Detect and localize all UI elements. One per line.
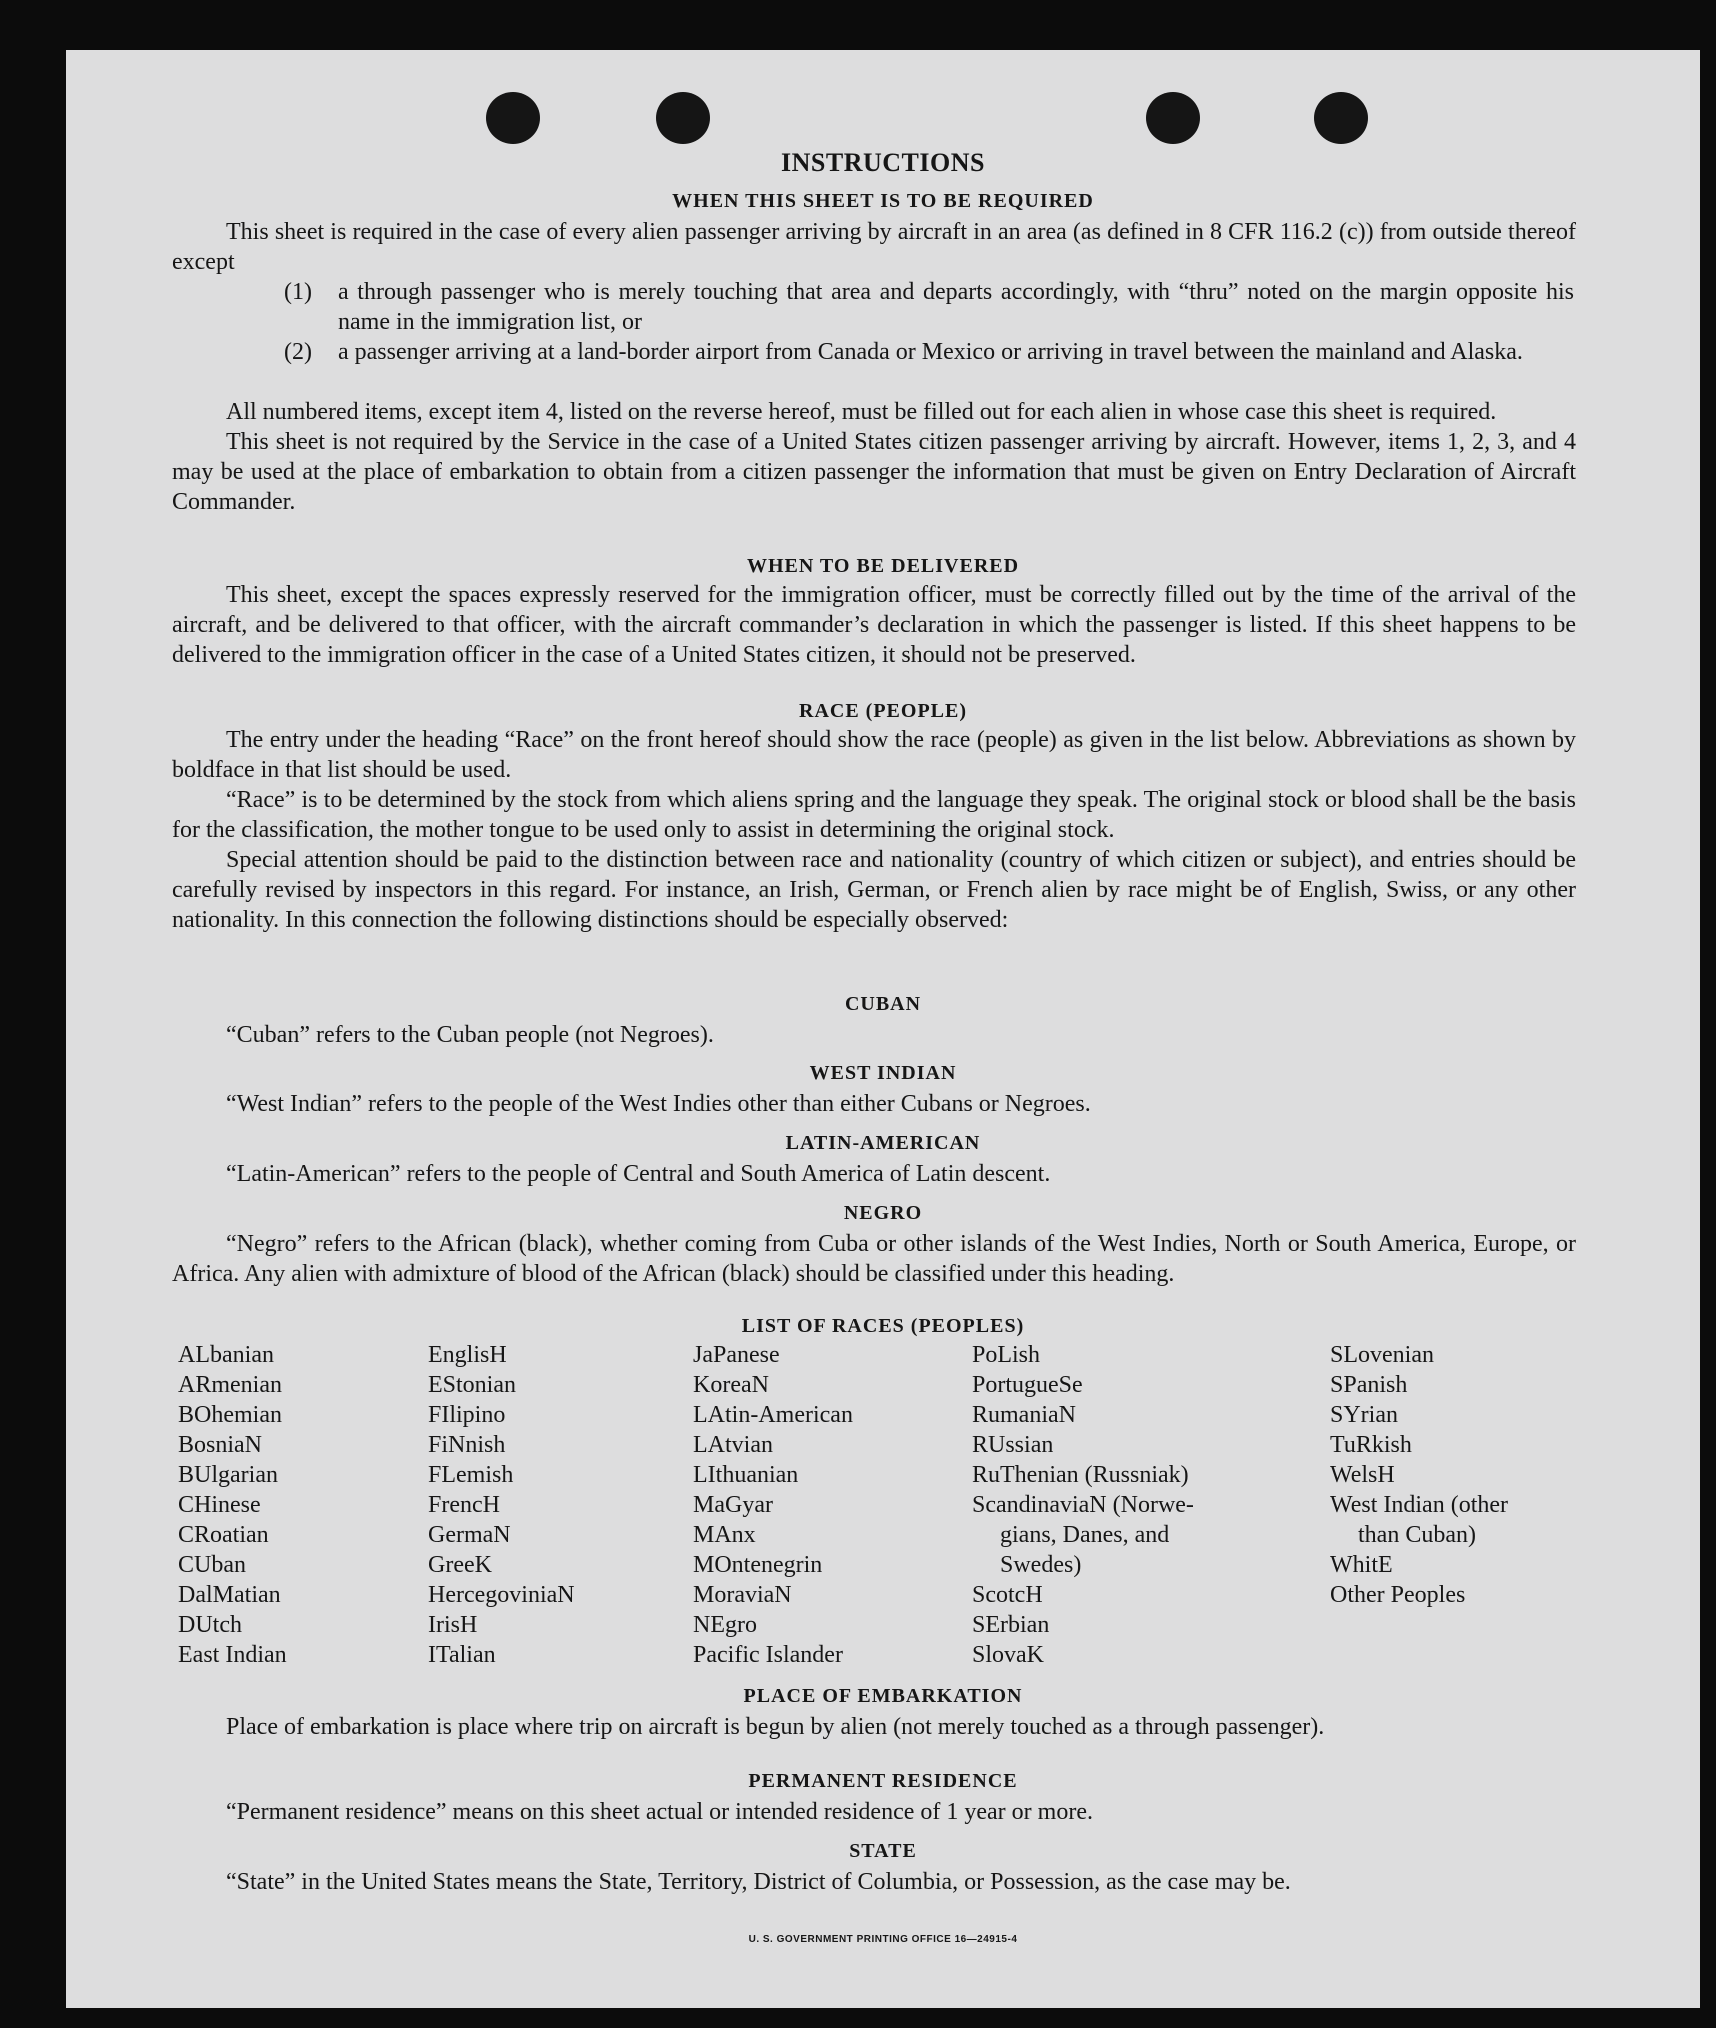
race-name: RumaniaN xyxy=(972,1402,1076,1428)
paragraph: “State” in the United States means the State, Territory, District of Columbia, or Possession, as the case may be. xyxy=(226,1869,1291,1895)
embarkation-text xyxy=(172,1712,1576,1742)
race-name: PortugueSe xyxy=(972,1372,1083,1398)
paragraph: “Negro” refers to the African (black), whether coming from Cuba or other islands of the West Indies, North or South America, Europe, or Africa. Any alien with admixture of blood of the African (black) should be classified under this heading. xyxy=(172,1231,1576,1287)
punch-hole xyxy=(486,92,540,144)
race-name: EnglisH xyxy=(428,1342,507,1368)
section-heading-latin-american: LATIN-AMERICAN xyxy=(785,1132,981,1154)
latin-american-text xyxy=(172,1159,1576,1189)
race-name: WhitE xyxy=(1330,1552,1393,1578)
race-name: SYrian xyxy=(1330,1402,1398,1428)
race-name: SlovaK xyxy=(972,1642,1044,1668)
section-heading-state: STATE xyxy=(849,1840,917,1862)
cuban-text xyxy=(172,1020,1576,1050)
race-name: MOntenegrin xyxy=(693,1552,823,1578)
race-name: BUlgarian xyxy=(178,1462,278,1488)
race-name: Other Peoples xyxy=(1330,1582,1466,1608)
punch-hole xyxy=(1146,92,1200,144)
race-name: MoraviaN xyxy=(693,1582,792,1608)
race-name: ScotcH xyxy=(972,1582,1043,1608)
race-name: CUban xyxy=(178,1552,246,1578)
paragraph: All numbered items, except item 4, listed on the reverse hereof, must be filled out for each alien in whose case this sheet is required. xyxy=(226,399,1497,425)
item-number: (2) xyxy=(284,339,312,365)
race-name: BOhemian xyxy=(178,1402,282,1428)
race-name: FIlipino xyxy=(428,1402,506,1428)
race-name: DalMatian xyxy=(178,1582,281,1608)
item-text: a passenger arriving at a land-border airport from Canada or Mexico or arriving in travel between the mainland and Alaska. xyxy=(338,339,1523,365)
section-heading-embarkation: PLACE OF EMBARKATION xyxy=(743,1685,1023,1707)
general-text-block xyxy=(172,397,1576,517)
race-name: ScandinaviaN (Norwe- xyxy=(972,1492,1194,1518)
races-column-1 xyxy=(178,1340,287,1670)
race-name: FLemish xyxy=(428,1462,514,1488)
race-name: PoLish xyxy=(972,1342,1041,1368)
delivered-text xyxy=(172,580,1576,670)
race-name: Swedes) xyxy=(1000,1552,1082,1578)
paragraph: “Cuban” refers to the Cuban people (not Negroes). xyxy=(226,1022,714,1048)
negro-text xyxy=(172,1229,1576,1289)
race-name: TuRkish xyxy=(1330,1432,1412,1458)
race-name: LIthuanian xyxy=(693,1462,799,1488)
race-name: ITalian xyxy=(428,1642,496,1668)
race-name: IrisH xyxy=(428,1612,478,1638)
races-column-4 xyxy=(972,1340,1194,1670)
section-heading-negro: NEGRO xyxy=(843,1202,923,1224)
race-name: HercegoviniaN xyxy=(428,1582,575,1608)
west-indian-text xyxy=(172,1089,1576,1119)
race-name: JaPanese xyxy=(693,1342,780,1368)
race-name: ALbanian xyxy=(178,1342,274,1368)
paragraph: The entry under the heading “Race” on the front hereof should show the race (people) as given in the list below. Abbreviations as shown by boldface in that list should be used. xyxy=(172,727,1576,783)
race-name: GreeK xyxy=(428,1552,492,1578)
section-heading-when-required: WHEN THIS SHEET IS TO BE REQUIRED xyxy=(672,190,1094,212)
race-name: Pacific Islander xyxy=(693,1642,843,1668)
race-name: FiNnish xyxy=(428,1432,506,1458)
race-name: FrencH xyxy=(428,1492,500,1518)
races-column-2 xyxy=(428,1340,575,1670)
paragraph: This sheet is not required by the Service in the case of a United States citizen passenger arriving by aircraft. However, items 1, 2, 3, and 4 may be used at the place of embarkation to obtain from a citizen passenger the information that must be given on Entry Declaration of Aircraft Commander. xyxy=(172,429,1576,515)
punch-hole xyxy=(1314,92,1368,144)
race-name: CHinese xyxy=(178,1492,261,1518)
race-name: MaGyar xyxy=(693,1492,773,1518)
paragraph: Special attention should be paid to the distinction between race and nationality (country of which citizen or subject), and entries should be carefully revised by inspectors in this regard. For instance, an Irish, German, or French alien by race might be of English, Swiss, or any other nationality. In this connection the following distinctions should be especially observed: xyxy=(172,847,1576,933)
race-name: than Cuban) xyxy=(1358,1522,1476,1548)
required-intro-text xyxy=(172,217,1576,277)
punch-hole xyxy=(656,92,710,144)
race-name: KoreaN xyxy=(693,1372,769,1398)
race-name: NEgro xyxy=(693,1612,757,1638)
race-name: SErbian xyxy=(972,1612,1050,1638)
race-text xyxy=(172,725,1576,935)
paragraph: This sheet is required in the case of every alien passenger arriving by aircraft in an area (as defined in 8 CFR 116.2 (c)) from outside thereof except xyxy=(172,219,1576,275)
paragraph: This sheet, except the spaces expressly reserved for the immigration officer, must be correctly filled out by the time of the arrival of the aircraft, and be delivered to that officer, with the aircraft commander’s declaration in which the passenger is listed. If this sheet happens to be delivered to the immigration officer in the case of a United States citizen, it should not be preserved. xyxy=(172,582,1576,668)
paragraph: “Race” is to be determined by the stock from which aliens spring and the language they speak. The original stock or blood shall be the basis for the classification, the mother tongue to be used only to assist in determining the original stock. xyxy=(172,787,1576,843)
race-name: CRoatian xyxy=(178,1522,269,1548)
paragraph: Place of embarkation is place where trip on aircraft is begun by alien (not merely touched as a through passenger). xyxy=(226,1714,1325,1740)
paragraph: “West Indian” refers to the people of the West Indies other than either Cubans or Negroes. xyxy=(226,1091,1091,1117)
race-name: MAnx xyxy=(693,1522,756,1548)
race-name: LAtvian xyxy=(693,1432,773,1458)
race-name: GermaN xyxy=(428,1522,511,1548)
race-name: WelsH xyxy=(1330,1462,1395,1488)
race-name: ARmenian xyxy=(178,1372,282,1398)
item-number: (1) xyxy=(284,279,312,305)
race-name: LAtin-American xyxy=(693,1402,853,1428)
item-text: a through passenger who is merely touching that area and departs accordingly, with “thru” noted on the margin opposite his name in the immigration list, or xyxy=(338,279,1574,335)
race-name: DUtch xyxy=(178,1612,242,1638)
section-heading-race: RACE (PEOPLE) xyxy=(799,700,967,722)
race-name: SPanish xyxy=(1330,1372,1408,1398)
residence-text xyxy=(172,1797,1576,1827)
races-column-3 xyxy=(693,1340,853,1670)
state-text xyxy=(172,1867,1576,1897)
page-title: INSTRUCTIONS xyxy=(781,148,985,177)
section-heading-west-indian: WEST INDIAN xyxy=(809,1062,957,1084)
race-name: SLovenian xyxy=(1330,1342,1434,1368)
race-name: BosniaN xyxy=(178,1432,262,1458)
race-name: East Indian xyxy=(178,1642,287,1668)
instruction-sheet xyxy=(66,50,1700,2008)
section-heading-cuban: CUBAN xyxy=(844,993,922,1015)
race-name: RUssian xyxy=(972,1432,1054,1458)
printer-footer: U. S. GOVERNMENT PRINTING OFFICE 16—24915-4 xyxy=(748,1934,1018,1945)
race-name: RuThenian (Russniak) xyxy=(972,1462,1189,1488)
section-heading-residence: PERMANENT RESIDENCE xyxy=(748,1770,1018,1792)
paragraph: “Permanent residence” means on this sheet actual or intended residence of 1 year or more. xyxy=(226,1799,1093,1825)
section-heading-list-of-races: LIST OF RACES (PEOPLES) xyxy=(741,1315,1025,1337)
race-name: West Indian (other xyxy=(1330,1492,1509,1518)
paragraph: “Latin-American” refers to the people of Central and South America of Latin descent. xyxy=(226,1161,1051,1187)
races-column-5 xyxy=(1330,1340,1508,1610)
race-name: EStonian xyxy=(428,1372,516,1398)
section-heading-delivered: WHEN TO BE DELIVERED xyxy=(746,555,1020,577)
race-name: gians, Danes, and xyxy=(1000,1522,1170,1548)
